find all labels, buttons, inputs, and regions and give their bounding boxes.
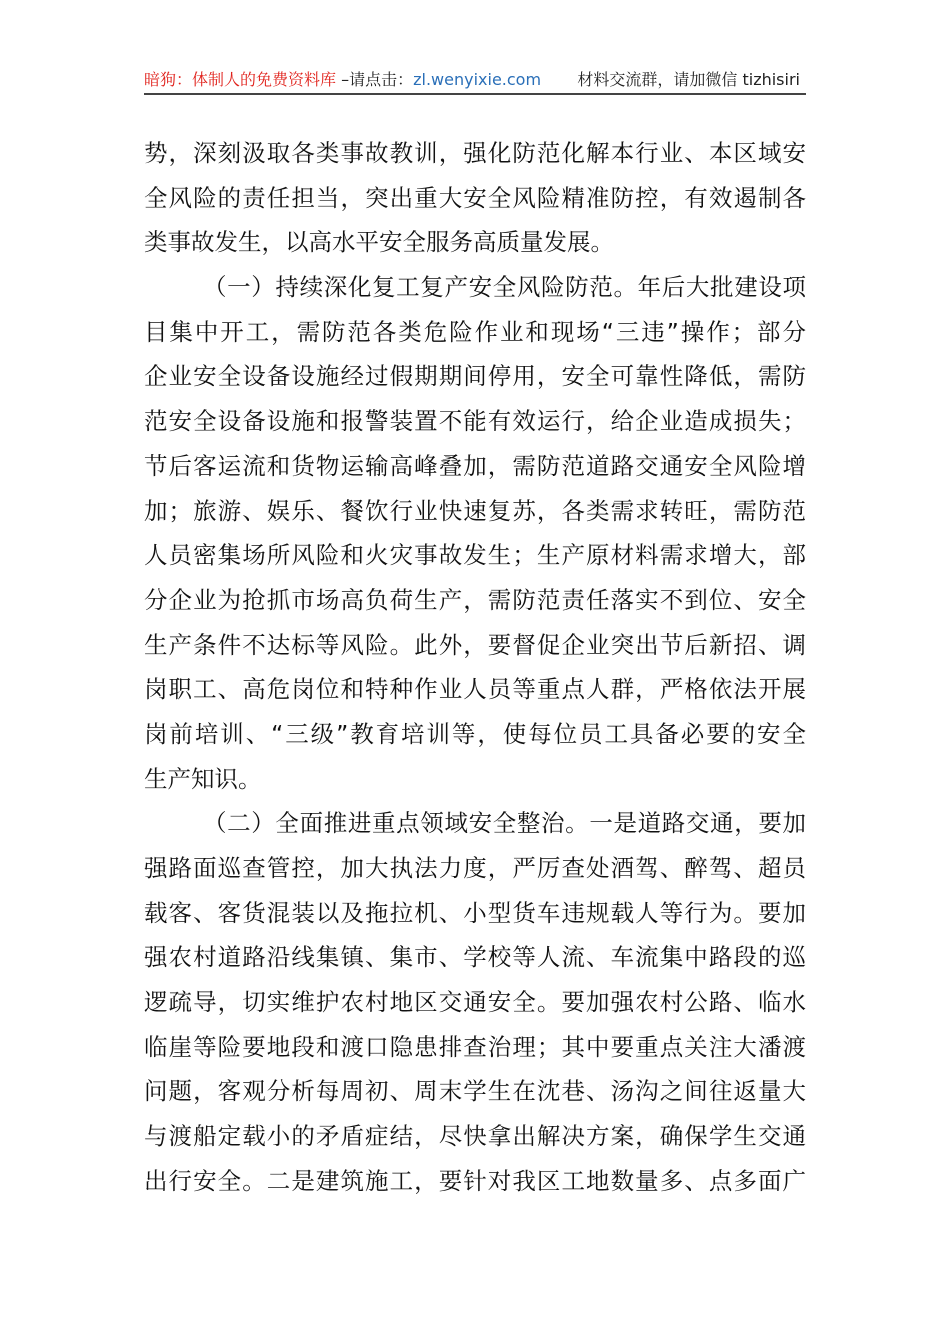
text-line: 势，深刻汲取各类事故教训，强化防范化解本行业、本区域安	[144, 139, 806, 167]
text-line: 生产条件不达标等风险。此外，要督促企业突出节后新招、调	[144, 630, 806, 659]
text-line: 节后客运流和货物运输高峰叠加，需防范道路交通安全风险增	[144, 451, 806, 480]
section-heading-line: （一）持续深化复工复产安全风险防范。年后大批建设项	[203, 273, 806, 302]
text-line: 生产知识。	[144, 764, 262, 793]
text-line: 逻疏导，切实维护农村地区交通安全。要加强农村公路、临水	[144, 988, 806, 1017]
text-line: 全风险的责任担当，突出重大安全风险精准防控，有效遏制各	[144, 183, 806, 212]
text-line: 出行安全。二是建筑施工，要针对我区工地数量多、点多面广	[144, 1166, 806, 1195]
text-line: 问题，客观分析每周初、周末学生在沈巷、汤沟之间往返量大	[144, 1077, 806, 1106]
text-line: 类事故发生，以高水平安全服务高质量发展。	[144, 228, 614, 257]
site-link[interactable]: zl.wenyixie.com	[413, 70, 542, 89]
text-line: 加；旅游、娱乐、餐饮行业快速复苏，各类需求转旺，需防范	[144, 496, 806, 525]
text-line: 岗前培训、“三级”教育培训等，使每位员工具备必要的安全	[144, 719, 806, 748]
text-line: 载客、客货混装以及拖拉机、小型货车违规载人等行为。要加	[144, 898, 806, 927]
text-line: 强路面巡查管控，加大执法力度，严厉查处酒驾、醉驾、超员	[144, 854, 806, 882]
text-line: 岗职工、高危岗位和特种作业人员等重点人群，严格依法开展	[144, 675, 806, 704]
section-heading-line: （二）全面推进重点领域安全整治。一是道路交通，要加	[203, 809, 806, 838]
text-line: 目集中开工，需防范各类危险作业和现场“三违”操作；部分	[144, 317, 806, 346]
site-name: 暗狗：体制人的免费资料库	[144, 70, 337, 89]
text-line: 企业安全设备设施经过假期期间停用，安全可靠性降低，需防	[144, 362, 806, 391]
text-line: 分企业为抢抓市场高负荷生产，需防范责任落实不到位、安全	[144, 585, 806, 614]
page-header	[144, 68, 806, 92]
text-line: 临崖等险要地段和渡口隐患排查治理；其中要重点关注大潘渡	[144, 1032, 806, 1061]
text-line: 人员密集场所风险和火灾事故发生；生产原材料需求增大，部	[144, 541, 806, 570]
header-divider	[144, 93, 806, 95]
text-line: 强农村道路沿线集镇、集市、学校等人流、车流集中路段的巡	[144, 943, 806, 972]
document-body	[144, 131, 806, 1204]
text-line: 范安全设备设施和报警装置不能有效运行，给企业造成损失；	[144, 407, 806, 436]
wechat-note: 材料交流群，请加微信 tizhisiri	[577, 70, 800, 89]
click-prompt: –请点击：	[341, 70, 414, 89]
text-line: 与渡船定载小的矛盾症结，尽快拿出解决方案，确保学生交通	[144, 1122, 806, 1151]
